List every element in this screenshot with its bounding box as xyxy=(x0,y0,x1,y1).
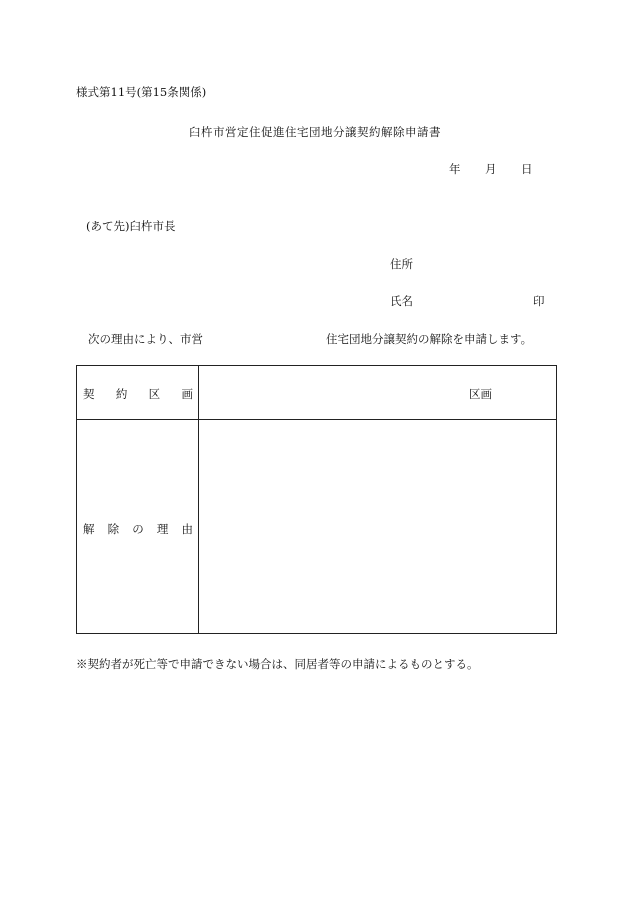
document-title: 臼杵市営定住促進住宅団地分譲契約解除申請書 xyxy=(189,125,441,139)
addressee: (あて先)臼杵市長 xyxy=(86,219,176,233)
date-day-label: 日 xyxy=(521,162,533,176)
label-char: の xyxy=(132,522,144,536)
label-char: 区 xyxy=(148,387,161,401)
contract-section-value-suffix: 区画 xyxy=(469,387,492,401)
label-char: 約 xyxy=(115,387,128,401)
label-char: 由 xyxy=(181,522,193,536)
label-char: 理 xyxy=(156,522,169,536)
date-month-label: 月 xyxy=(485,162,497,176)
statement-prefix: 次の理由により、市営 xyxy=(88,332,203,346)
application-table xyxy=(76,365,557,634)
label-char: 解 xyxy=(83,522,95,536)
seal-mark: 印 xyxy=(533,294,545,308)
footnote: ※契約者が死亡等で申請できない場合は、同居者等の申請によるものとする。 xyxy=(76,657,479,671)
applicant-address-label: 住所 xyxy=(390,257,413,271)
applicant-name-label: 氏名 xyxy=(390,294,413,308)
form-number: 様式第11号(第15条関係) xyxy=(76,85,207,99)
cancellation-reason-label xyxy=(83,521,193,537)
table-column-divider xyxy=(198,366,199,633)
label-char: 契 xyxy=(83,387,95,401)
table-row-divider xyxy=(77,419,556,420)
label-char: 除 xyxy=(107,522,120,536)
date-year-label: 年 xyxy=(449,162,461,176)
label-char: 画 xyxy=(181,387,193,401)
contract-section-label xyxy=(83,386,193,402)
statement-suffix: 住宅団地分譲契約の解除を申請します。 xyxy=(326,332,533,346)
